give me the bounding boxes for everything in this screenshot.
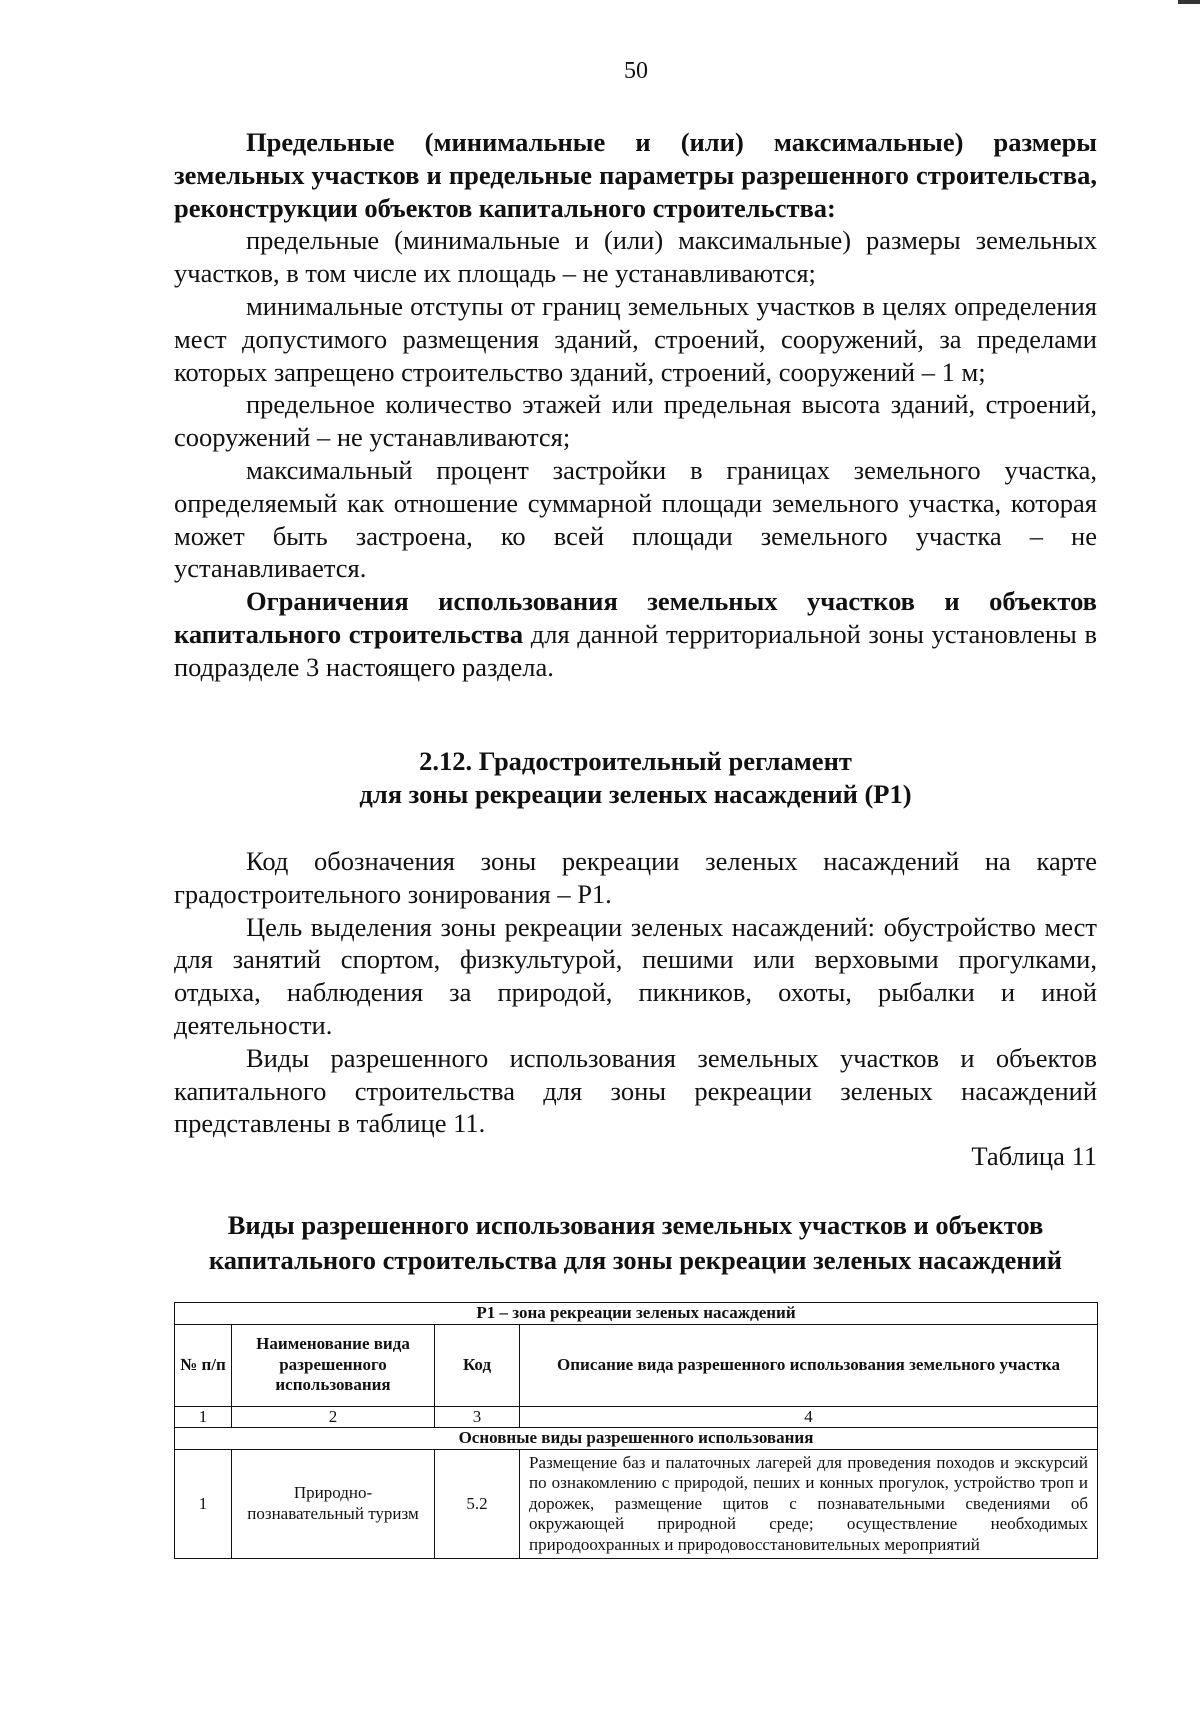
- index-cell: 4: [520, 1406, 1098, 1428]
- row-number: 1: [175, 1449, 232, 1559]
- table-title-line-2: капитального строительства для зоны рекреации зеленых насаждений: [208, 1245, 1063, 1275]
- table-title-line-1: Виды разрешенного использования земельных участков и объектов: [227, 1210, 1044, 1240]
- group-main-uses: Основные виды разрешенного использования: [175, 1428, 1098, 1450]
- table-caption: Таблица 11: [971, 1141, 1097, 1171]
- index-cell: 1: [175, 1406, 232, 1428]
- section-body: [174, 845, 1097, 1140]
- header-use-name: Наименование вида разрешенного использования: [232, 1324, 435, 1406]
- intro-paragraph-3: предельное количество этажей или предельная высота зданий, строений, сооружений – не устанавливаются;: [174, 389, 1097, 453]
- section-title: [174, 745, 1097, 811]
- row-use-name: Природно-познавательный туризм: [232, 1449, 435, 1559]
- row-description: Размещение баз и палаточных лагерей для проведения походов и экскурсий по ознакомлению с природой, пеших и конных прогулок, устройство троп и дорожек, размещение щитов с познавательными сведениями об окружающей природной среде; осуществление необходимых природоохранных и природовосстановительных мероприятий: [520, 1449, 1098, 1559]
- section-title-line-1: 2.12. Градостроительный регламент: [419, 746, 852, 776]
- intro-paragraph-5: [174, 585, 1097, 683]
- restrictions-bold-text: Ограничения использования земельных участков и объектов капитального строительства: [174, 586, 1097, 649]
- section-paragraph-2: Цель выделения зоны рекреации зеленых насаждений: обустройство мест для занятий спортом, физкультурой, пешими или верховыми прогулками, отдыха, наблюдения за природой, пикников, охоты, рыбалки и иной деятельности.: [174, 911, 1097, 1040]
- table-header-row: [175, 1324, 1098, 1406]
- index-cell: 3: [435, 1406, 520, 1428]
- intro-paragraph-1: предельные (минимальные и (или) максимальные) размеры земельных участков, в том числе их площадь – не устанавливаются;: [174, 225, 1097, 289]
- intro-heading: Предельные (минимальные и (или) максимальные) размеры земельных участков и предельные параметры разрешенного строительства, реконструкции объектов капитального строительства:: [174, 127, 1097, 223]
- section-title-line-2: для зоны рекреации зеленых насаждений (Р1): [359, 778, 912, 809]
- section-paragraph-1: Код обозначения зоны рекреации зеленых насаждений на карте градостроительного зонирования – Р1.: [174, 846, 1097, 909]
- scan-mark: [1178, 0, 1200, 4]
- section-paragraph-3: Виды разрешенного использования земельных участков и объектов капитального строительства для зоны рекреации зеленых насаждений представлены в таблице 11.: [174, 1042, 1097, 1139]
- header-number: № п/п: [175, 1324, 232, 1406]
- allowed-uses-table: [174, 1302, 1098, 1559]
- table-row: [175, 1449, 1098, 1559]
- row-code: 5.2: [435, 1449, 520, 1559]
- page-number: 50: [624, 58, 648, 84]
- index-cell: 2: [232, 1406, 435, 1428]
- table-index-row: [175, 1406, 1098, 1428]
- intro-paragraph-2: минимальные отступы от границ земельных участков в целях определения мест допустимого размещения зданий, строений, сооружений, за пределами которых запрещено строительство зданий, строений, сооружений – 1 м;: [174, 290, 1097, 387]
- table-zone-header: Р1 – зона рекреации зеленых насаждений: [175, 1303, 1098, 1325]
- table-zone-row: [175, 1303, 1098, 1325]
- table-title: [174, 1208, 1097, 1278]
- restrictions-rest-text: для данной территориальной зоны установлены в подразделе 3 настоящего раздела.: [174, 618, 1097, 682]
- header-description: Описание вида разрешенного использования земельного участка: [520, 1324, 1098, 1406]
- header-code: Код: [435, 1324, 520, 1406]
- table-group-row: [175, 1428, 1098, 1450]
- intro-block: [174, 126, 1097, 684]
- intro-paragraph-4: максимальный процент застройки в границах земельного участка, определяемый как отношение суммарной площади земельного участка, которая может быть застроена, ко всей площади земельного участка – не устанавливается.: [174, 454, 1097, 584]
